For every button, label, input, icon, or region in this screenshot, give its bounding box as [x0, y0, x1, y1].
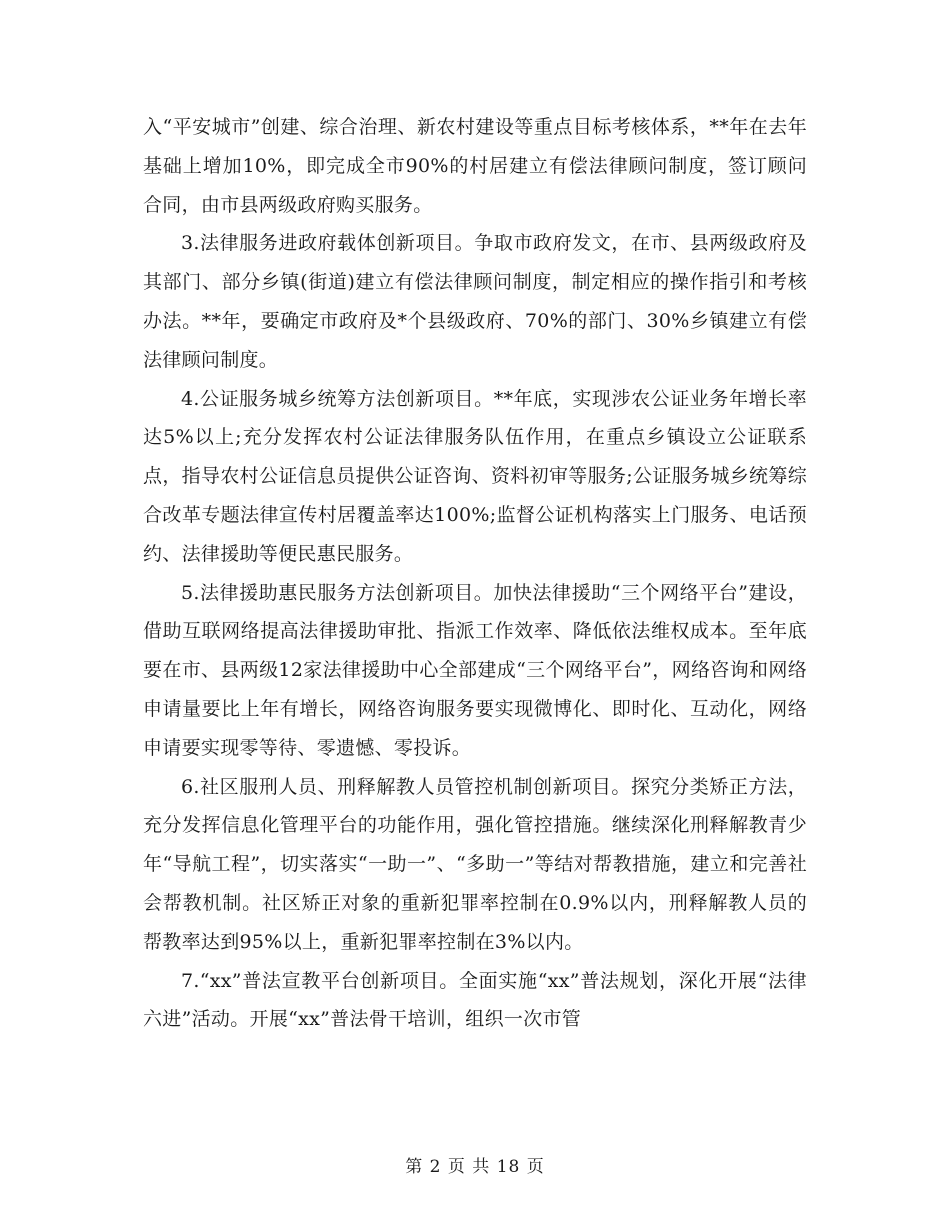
- footer-current-page: 2: [429, 1157, 442, 1177]
- paragraph-item-5: 5.法律援助惠民服务方法创新项目。加快法律援助“三个网络平台”建设，借助互联网络提高法律援助审批、指派工作效率、降低依法维权成本。至年底要在市、县两级12家法律援助中心全部建成“三个网络平台”，网络咨询和网络申请量要比上年有增长，网络咨询服务要实现微博化、即时化、互动化，网络申请要实现零等待、零遗憾、零投诉。: [143, 581, 807, 759]
- footer-suffix: 页: [526, 1157, 545, 1177]
- page-footer: [0, 1152, 950, 1177]
- paragraph-continuation: 入“平安城市”创建、综合治理、新农村建设等重点目标考核体系，**年在去年基础上增加10%，即完成全市90%的村居建立有偿法律顾问制度，签订顾问合同，由市县两级政府购买服务。: [143, 116, 807, 216]
- paragraph-item-4: 4.公证服务城乡统筹方法创新项目。**年底，实现涉农公证业务年增长率达5%以上;充分发挥农村公证法律服务队伍作用，在重点乡镇设立公证联系点，指导农村公证信息员提供公证咨询、资料初审等服务;公证服务城乡统筹综合改革专题法律宣传村居覆盖率达100%;监督公证机构落实上门服务、电话预约、法律援助等便民惠民服务。: [143, 387, 807, 565]
- paragraph-item-7: 7.“xx”普法宣教平台创新项目。全面实施“xx”普法规划，深化开展“法律六进”活动。开展“xx”普法骨干培训，组织一次市管: [143, 969, 807, 1031]
- paragraph-item-3: 3.法律服务进政府载体创新项目。争取市政府发文，在市、县两级政府及其部门、部分乡镇(街道)建立有偿法律顾问制度，制定相应的操作指引和考核办法。**年，要确定市政府及*个县级政府、70%的部门、30%乡镇建立有偿法律顾问制度。: [143, 232, 807, 371]
- footer-total-pages: 18: [496, 1157, 521, 1177]
- footer-prefix: 第: [405, 1157, 424, 1177]
- footer-middle: 页 共: [447, 1157, 491, 1177]
- paragraph-item-6: 6.社区服刑人员、刑释解教人员管控机制创新项目。探究分类矫正方法，充分发挥信息化管理平台的功能作用，强化管控措施。继续深化刑释解教青少年“导航工程”，切实落实“一助一”、“多助一”等结对帮教措施，建立和完善社会帮教机制。社区矫正对象的重新犯罪率控制在0.9%以内，刑释解教人员的帮教率达到95%以上，重新犯罪率控制在3%以内。: [143, 775, 807, 953]
- document-body: [143, 108, 807, 1039]
